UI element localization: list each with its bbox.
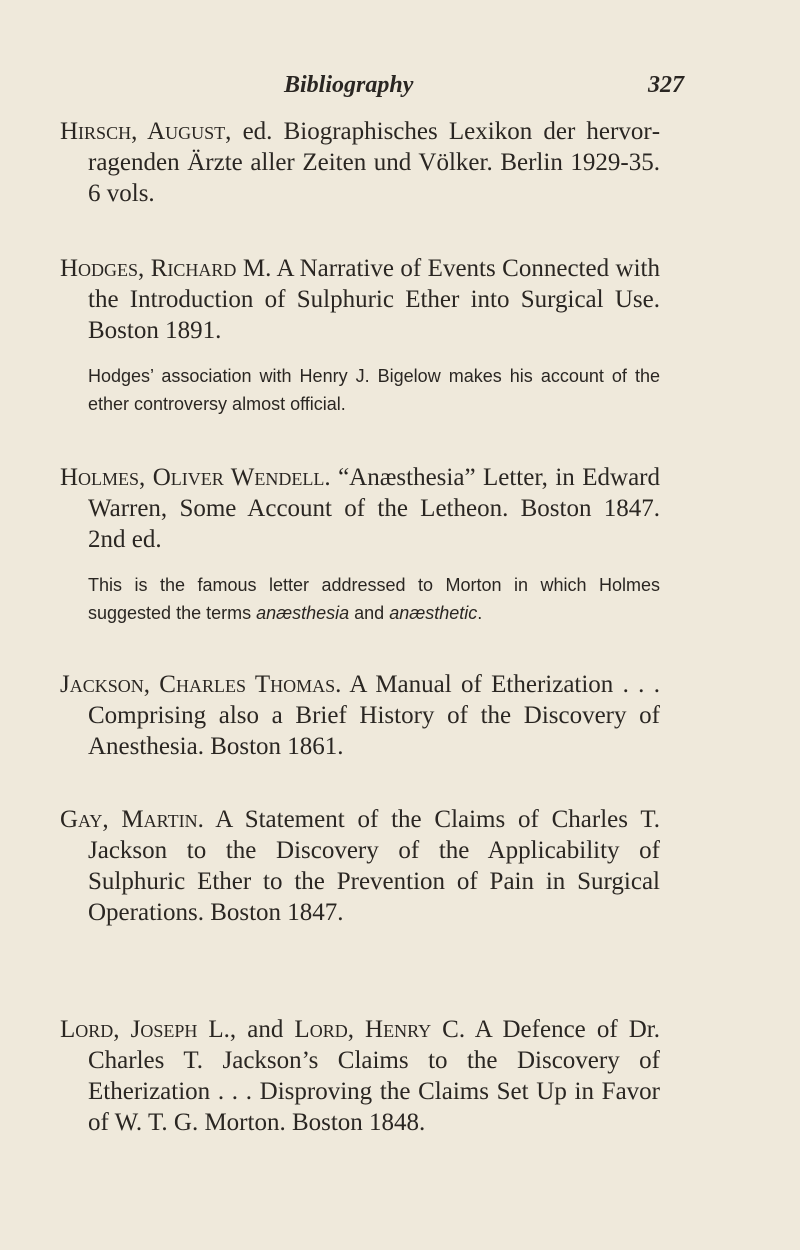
running-head — [284, 72, 684, 106]
bibliography-list — [60, 116, 660, 1138]
author-name: Lord, Joseph — [60, 1016, 198, 1043]
citation — [60, 462, 660, 555]
author-name: Lord, Henry — [294, 1016, 432, 1043]
citation — [60, 1014, 660, 1138]
author-name: Holmes, Oliver Wendell. — [60, 464, 331, 491]
bibliography-entry — [60, 462, 660, 627]
bibliography-entry — [60, 116, 660, 209]
annotation-note: Hodges’ association with Henry J. Bigelow makes his account of the ether controversy almost official. — [88, 366, 660, 414]
note-text: . — [477, 603, 483, 623]
bibliography-entry — [60, 804, 660, 928]
citation — [60, 253, 660, 346]
citation-text: ed. Biographisches Lexikon der hervorragenden Ärzte aller Zeiten und Völker. Berlin 1929-35. 6 vols. — [88, 118, 661, 207]
citation — [60, 669, 660, 762]
note-text: This is the famous letter addressed to Morton in which Holmes suggested the terms — [88, 575, 660, 623]
author-name: Hirsch, August, — [60, 118, 232, 145]
author-name: Hodges, Richard — [60, 255, 237, 282]
bibliography-entry — [60, 669, 660, 762]
citation-text: M. A Narrative of Events Connected with the Introduction of Sulphuric Ether into Surgical Use. Boston 1891. — [88, 255, 660, 344]
citation-text: A Statement of the Claims of Charles T. Jackson to the Discovery of the Applicability of Sulphuric Ether to the Prevention of Pain in Surgical Operations. Boston 1847. — [88, 806, 660, 926]
bibliography-entry — [60, 253, 660, 418]
note-term: anæsthetic — [389, 603, 478, 623]
page-number: 327 — [648, 72, 684, 98]
citation — [60, 116, 660, 209]
note-term: anæsthesia — [256, 603, 350, 623]
author-name: Gay, Martin. — [60, 806, 204, 833]
note-text: and — [349, 603, 390, 623]
citation-text: L., and — [197, 1016, 295, 1043]
citation-text: C. A Defence of Dr. Charles T. Jackson’s Claims to the Discovery of Etherization . . . Disproving the Claims Set Up in Favor of W. T. G. Morton. Boston 1848. — [88, 1016, 660, 1136]
annotation-note — [88, 571, 660, 627]
citation-text: A Manual of Etherization . . . Comprising also a Brief History of the Discovery of Anesthesia. Boston 1861. — [88, 671, 660, 760]
author-name: Jackson, Charles Thomas. — [60, 671, 342, 698]
running-head-title: Bibliography — [284, 72, 414, 98]
bibliography-entry — [60, 1014, 660, 1138]
citation — [60, 804, 660, 928]
citation-text: “Anæsthesia” Letter, in Edward Warren, Some Account of the Letheon. Boston 1847. 2nd ed. — [88, 464, 660, 553]
